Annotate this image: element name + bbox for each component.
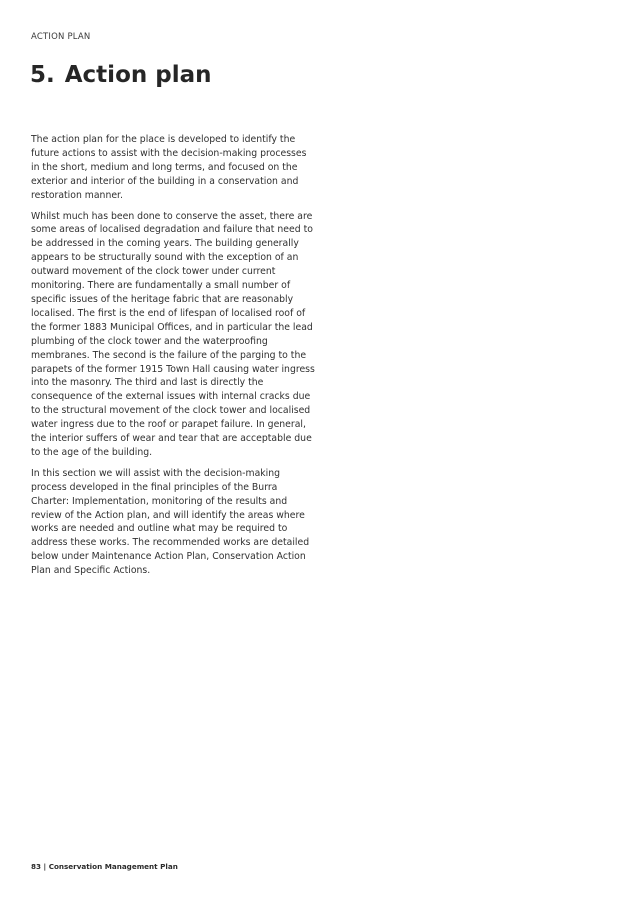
paragraph-intro: The action plan for the place is developed to identify the future actions to assist with the decision-making processes in the short, medium and long terms, and focused on the exterior and interior of the building in a conservation and restoration manner. [31,134,307,201]
page-footer [31,862,178,871]
section-number: 5. [30,62,55,88]
body-text [31,133,316,585]
paragraph-section-scope: In this section we will assist with the decision-making process developed in the final principles of the Burra Charter: Implementation, monitoring of the results and review of the Action plan, and will identify the areas where works are needed and outline what may be required to address these works. The recommended works are detailed below under Maintenance Action Plan, Conservation Action Plan and Specific Actions. [31,467,310,577]
document-title: Conservation Management Plan [48,862,178,871]
page-number: 83 [31,862,42,871]
footer-separator: | [43,862,47,871]
page-title [30,62,212,88]
paragraph-issues: Whilst much has been done to conserve the asset, there are some areas of localised degradation and failure that need to be addressed in the coming years. The building generally appears to be structurally sound with the exception of an outward movement of the clock tower under current monitoring. There are fundamentally a small number of specific issues of the heritage fabric that are reasonably localised. The first is the end of lifespan of localised roof of the former 1883 Municipal Offices, and in particular the lead plumbing of the clock tower and the waterproofing membranes. The second is the failure of the parging to the parapets of the former 1915 Town Hall causing water ingress into the masonry. The third and last is directly the consequence of the external issues with internal cracks due to the structural movement of the clock tower and localised water ingress due to the roof or parapet failure. In general, the interior suffers of wear and tear that are acceptable due to the age of the building. [31,210,315,458]
running-header: ACTION PLAN [31,32,91,42]
section-title-text: Action plan [64,62,212,88]
